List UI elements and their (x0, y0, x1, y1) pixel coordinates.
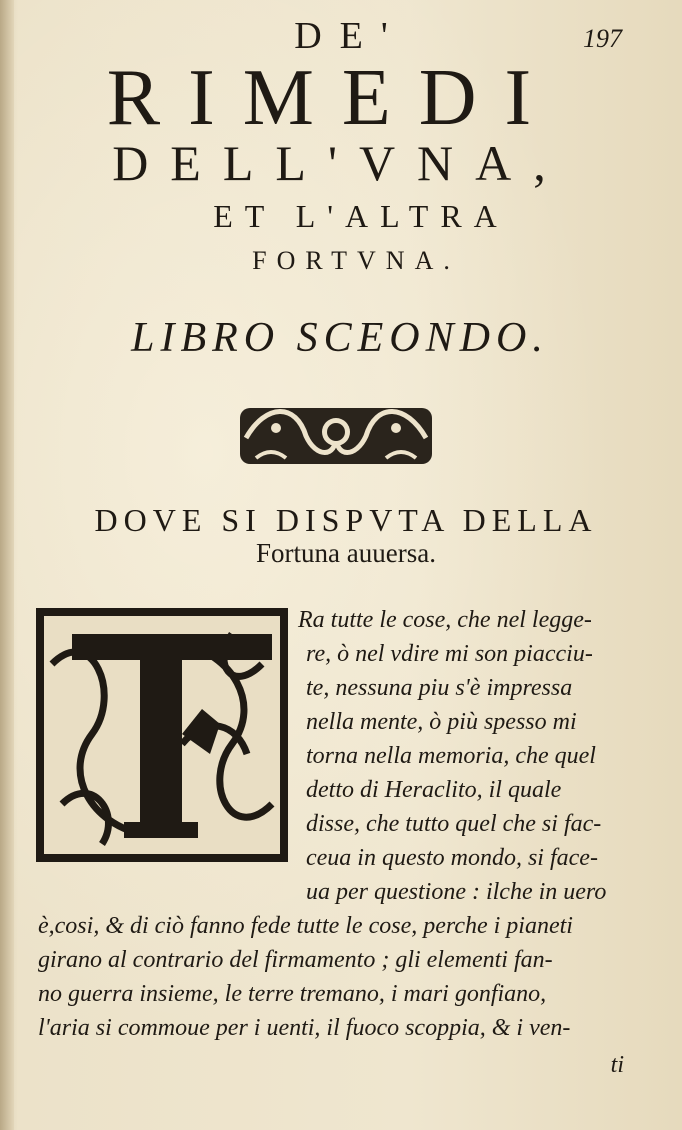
body-line: torna nella memoria, che quel (306, 743, 596, 769)
chapter-heading: DOVE SI DISPVTA DELLA (94, 502, 598, 538)
book-heading: LIBRO SCEONDO. (131, 315, 549, 361)
ornament-headpiece-icon (236, 398, 436, 472)
title-line-rimedi: RIMEDI (106, 54, 560, 142)
title-line-fortuna: FORTVNA. (252, 246, 460, 275)
body-line: ceua in questo mondo, si face- (306, 845, 598, 871)
body-line: l'aria si commoue per i uenti, il fuoco scoppia, & i ven- (38, 1015, 571, 1041)
body-line: detto di Heraclito, il quale (306, 777, 562, 803)
title-line-de: DE' (294, 15, 406, 57)
body-line: ua per questione : ilche in uero (306, 879, 607, 905)
body-line: girano al contrario del firmamento ; gli elementi fan- (38, 947, 553, 973)
body-line: no guerra insieme, le terre tremano, i mari gonfiano, (38, 981, 547, 1007)
body-line: te, nessuna piu s'è impressa (306, 675, 573, 701)
body-line: è,cosi, & di ciò fanno fede tutte le cose, perche i pianeti (38, 913, 573, 939)
decorated-initial-t (32, 604, 292, 866)
title-line-altra: ET L'ALTRA (213, 198, 509, 234)
page-number: 197 (583, 24, 622, 53)
body-line: re, ò nel vdire mi son piacciu- (306, 641, 593, 667)
body-line: disse, che tutto quel che si fac- (306, 811, 602, 837)
body-line: Ra tutte le cose, che nel legge- (298, 607, 592, 633)
title-line-dellvna: DELL'VNA, (112, 135, 568, 191)
catchword: ti (610, 1052, 624, 1078)
chapter-subheading: Fortuna auuersa. (256, 538, 436, 568)
body-line: nella mente, ò più spesso mi (306, 709, 577, 735)
